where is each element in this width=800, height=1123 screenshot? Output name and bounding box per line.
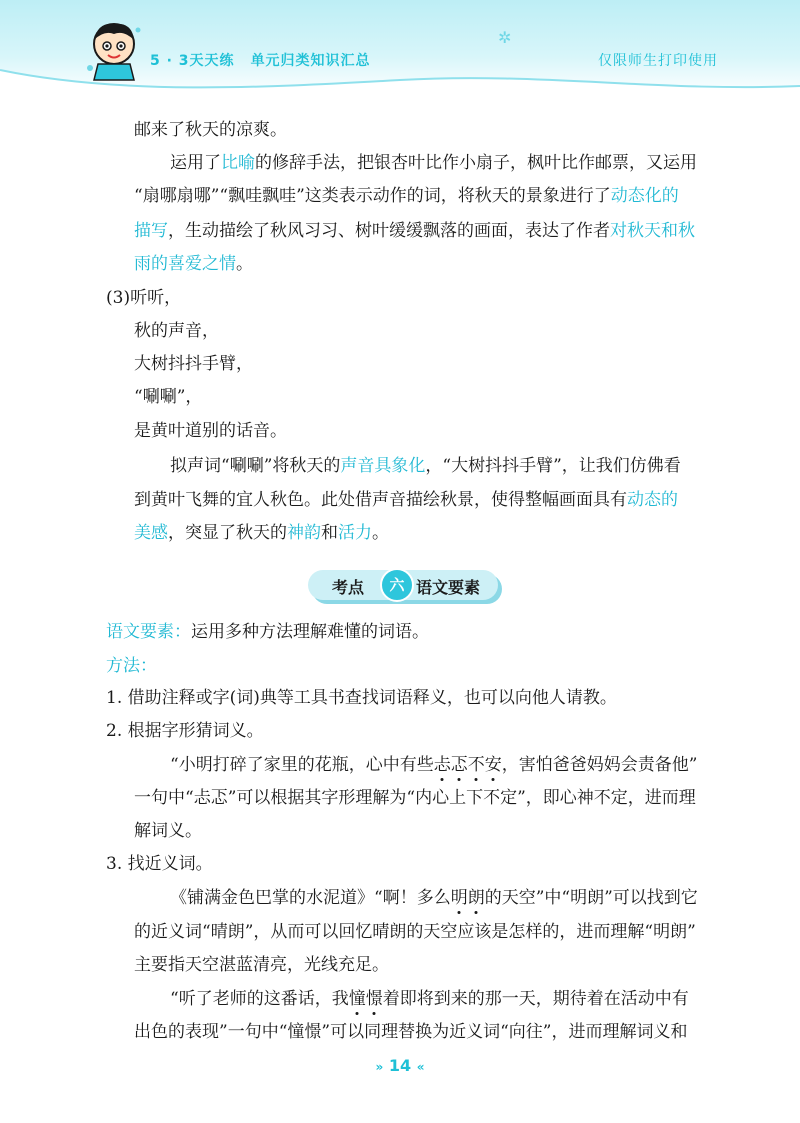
text-line: 描写，生动描绘了秋风习习、树叶缓缓飘落的画面，表达了作者对秋天和秋 [134, 221, 695, 241]
element-text: 运用多种方法理解难懂的词语。 [191, 622, 429, 642]
emphasis-char: 朗 [467, 888, 485, 908]
highlight-term: 动态的 [627, 490, 678, 510]
section-title: 语文要素 [416, 578, 481, 597]
section-number: 六 [380, 568, 414, 602]
section-heading [308, 566, 506, 604]
emphasis-char: 明 [450, 888, 468, 908]
emphasis-char: 不 [467, 755, 485, 775]
highlight-term: 描写 [134, 221, 168, 241]
text-line [106, 621, 429, 643]
method-item: 1. 借助注释或字(词)典等工具书查找词语释义，也可以向他人请教。 [106, 688, 617, 708]
left-arrow-icon: » [375, 1060, 384, 1074]
example-line: 《铺满金色巴掌的水泥道》“啊！多么明朗的天空”中“明朗”可以找到它 [170, 888, 698, 908]
method-item: 3. 找近义词。 [106, 854, 213, 874]
poem-line: 大树抖抖手臂， [134, 354, 253, 374]
highlight-term: 神韵 [287, 523, 321, 543]
highlight-term: 动态化的 [610, 186, 679, 206]
element-label: 语文要素： [106, 622, 191, 642]
emphasis-char: 忐 [433, 755, 451, 775]
text-line: 拟声词“唰唰”将秋天的声音具象化，“大树抖抖手臂”，让我们仿佛看 [170, 456, 681, 476]
page-number [360, 1056, 440, 1075]
example-line: 的近义词“晴朗”，从而可以回忆晴朗的天空应该是怎样的，进而理解“明朗” [134, 922, 696, 942]
poem-line: 是黄叶道别的话音。 [134, 421, 287, 441]
example-line: 一句中“忐忑”可以根据其字形理解为“内心上下不定”，即心神不定，进而理 [134, 788, 696, 808]
emphasis-char: 忑 [450, 755, 468, 775]
highlight-term: 活力 [338, 523, 372, 543]
right-arrow-icon: « [416, 1060, 425, 1074]
series-subtitle: 单元归类知识汇总 [250, 53, 371, 69]
example-line: “听了老师的这番话，我憧憬着即将到来的那一天，期待着在活动中有 [170, 989, 689, 1009]
series-name: 5 · 3天天练 [150, 53, 235, 69]
text-line: 邮来了秋天的凉爽。 [134, 120, 287, 140]
text-line: 雨的喜爱之情。 [134, 254, 253, 274]
emphasis-char: 安 [484, 755, 502, 775]
poem-line: (3)听听， [106, 288, 182, 308]
method-item: 2. 根据字形猜词义。 [106, 721, 264, 741]
example-line: 解词义。 [134, 821, 202, 841]
highlight-term: 雨的喜爱之情 [134, 254, 236, 274]
emphasis-char: 憬 [365, 989, 383, 1009]
text-line: 到黄叶飞舞的宜人秋色。此处借声音描绘秋景，使得整幅画面具有动态的 [134, 490, 678, 510]
poem-line: “唰唰”， [134, 387, 203, 407]
example-line: 主要指天空湛蓝清亮，光线充足。 [134, 955, 389, 975]
highlight-term: 美感 [134, 523, 168, 543]
poem-line: 秋的声音， [134, 321, 219, 341]
star-icon: ✲ [498, 28, 512, 47]
page-number-value: 14 [388, 1056, 412, 1075]
methods-label: 方法： [106, 656, 157, 676]
highlight-term: 声音具象化 [340, 456, 426, 476]
example-line: 出色的表现”一句中“憧憬”可以同理替换为近义词“向往”，进而理解词义和 [134, 1022, 688, 1042]
header-series-title [150, 50, 371, 70]
text-line: “扇哪扇哪”“飘哇飘哇”这类表示动作的词，将秋天的景象进行了动态化的 [134, 186, 679, 206]
emphasis-char: 憧 [348, 989, 366, 1009]
highlight-term: 比喻 [221, 153, 255, 173]
usage-note: 仅限师生打印使用 [598, 53, 718, 69]
highlight-term: 对秋天和秋 [610, 221, 695, 241]
section-label: 考点 [332, 578, 365, 597]
mascot-icon [84, 18, 144, 84]
example-line: “小明打碎了家里的花瓶，心中有些忐忑不安，害怕爸爸妈妈会责备他” [170, 755, 698, 775]
text-line: 运用了比喻的修辞手法，把银杏叶比作小扇子，枫叶比作邮票，又运用 [170, 153, 697, 173]
text-line: 美感，突显了秋天的神韵和活力。 [134, 523, 389, 543]
